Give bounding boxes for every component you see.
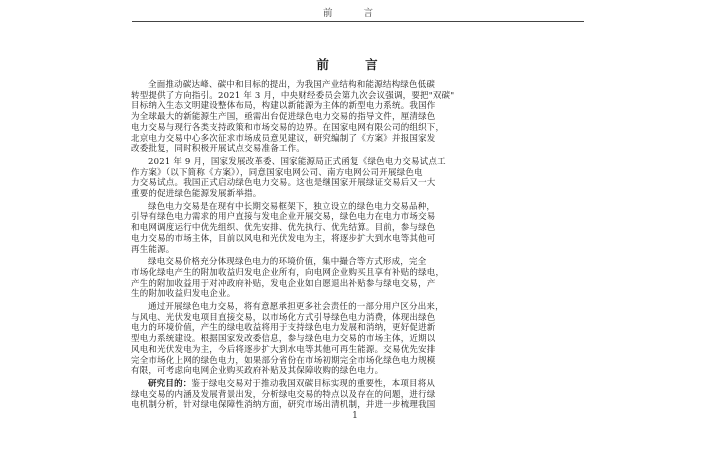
paragraph-text: 绿电交易价格充分体现绿色电力的环境价值，集中撮合等方式形成，完全 市场化绿电产生的附加收益归发电企业所有，向电网企业购买且享有补贴的绿电， 产生的附加收益用于对冲政府补贴，发电企业如自愿退出补贴参与绿电交易，产 生的附加收益归发电企业。 — [131, 257, 445, 300]
paragraph — [131, 157, 580, 200]
paragraph — [131, 257, 580, 300]
paragraph — [131, 80, 580, 155]
paragraph-text: 全面推动碳达峰、碳中和目标的提出，为我国产业结构和能源结构绿色低碳 转型提供了方向指引。2021 年 3 月，中央财经委员会第九次会议强调，要把"双碳" 目标纳入生态文明建设整体布局，构建以新能源为主体的新型电力系统。我国作 为全球最大的新能源生产国，亟需出台促进绿色电力交易的指导文件，厘清绿色 电力交易与现行各类支持政策和市场交易的边界。在国家电网有限公司的组织下， 北京电力交易中心多次征求市场成员意见建议，研究编制了《方案》并报国家发 改委批复，同时积极开展试点交易准备工作。 — [131, 80, 455, 155]
paragraph-text: 鉴于绿电交易对于推动我国双碳目标实现的重要性，本项目将从 绿电交易的内涵及发展背景出发，分析绿电交易的特点以及存在的问题，进行绿 电机制分析，针对绿电保障性消纳方面，研究市场出清机制，并进一步梳理我国 — [131, 378, 436, 411]
header-rule — [132, 21, 584, 22]
paragraph — [131, 202, 580, 256]
page-title: 前 言 — [316, 57, 394, 72]
paragraph-text: 2021 年 9 月，国家发展改革委、国家能源局正式函复《绿色电力交易试点工 作方案》（以下简称《方案》），同意国家电网公司、南方电网公司开展绿色电 力交易试点。我国正式启动绿色电力交易。这也是继国家开展绿证交易后又一大 重要的促进绿色能源发展新举措。 — [131, 156, 446, 200]
body-text — [131, 80, 580, 413]
paragraph — [131, 302, 580, 377]
paragraph-lead: 研究目的： — [148, 378, 192, 389]
running-head: 前 言 — [322, 8, 388, 19]
paragraph — [131, 379, 580, 411]
page-number: 1 — [352, 411, 358, 421]
paragraph-text: 通过开展绿色电力交易，将有意愿承担更多社会责任的一部分用户区分出来， 与风电、光伏发电项目直接交易，以市场化方式引导绿色电力消费，体现出绿色 电力的环境价值，产生的绿电收益将用于支持绿色电力发展和消纳，更好促进新 型电力系统建设。根据国家发改委信息，参与绿色电力交易的市场主体，近期以 风电和光伏发电为主，今后将逐步扩大到水电等其他可再生能源。交易优先安排 完全市场化上网的绿色电力，如果部分省份在市场初期完全市场化绿色电力规模 有限，可考虑向电网企业购买政府补贴及其保障收购的绿色电力。 — [131, 302, 444, 377]
paragraph-text: 绿色电力交易是在现有中长期交易框架下，独立设立的绿色电力交易品种， 引导有绿色电力需求的用户直接与发电企业开展交易，绿色电力在电力市场交易 和电网调度运行中优先组织、优先安排、优先执行、优先结算。目前，参与绿色 电力交易的市场主体，目前以风电和光伏发电为主，将逐步扩大到水电等其他可 再生能源。 — [131, 201, 436, 255]
